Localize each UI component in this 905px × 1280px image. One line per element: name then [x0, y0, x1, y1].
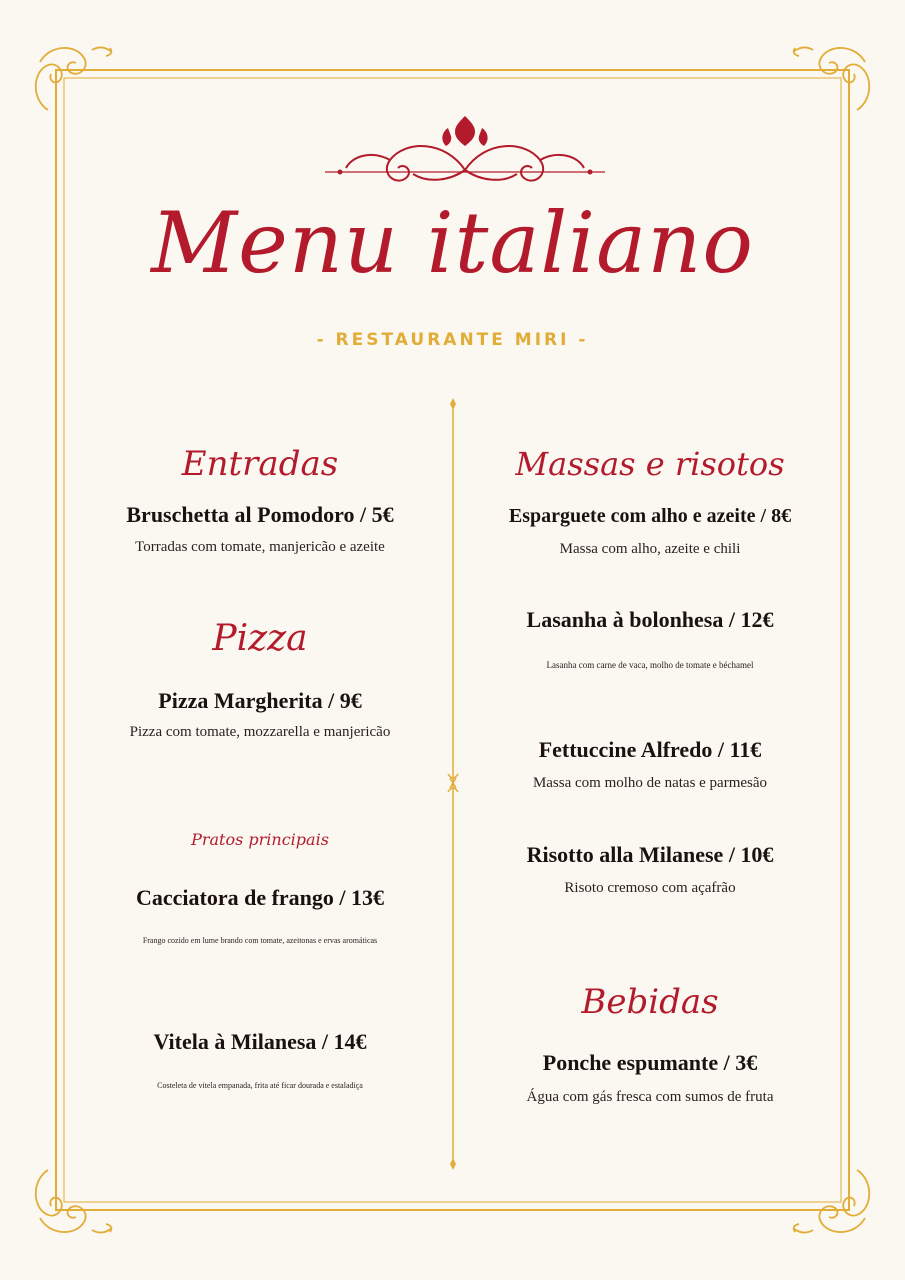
section-heading-pizza: Pizza [212, 618, 308, 659]
dish-ponche: Ponche espumante / 3€ [542, 1050, 758, 1075]
dish-lasanha: Lasanha à bolonhesa / 12€ [526, 607, 774, 632]
dish-vitela: Vitela à Milanesa / 14€ [153, 1029, 367, 1054]
dish-esparguete: Esparguete com alho e azeite / 8€ [508, 505, 792, 527]
dish-ponche-description: Água com gás fresca com sumos de fruta [526, 1089, 774, 1105]
dish-bruschetta-description: Torradas com tomate, manjericão e azeite [135, 539, 385, 555]
dish-pizza-margherita-description: Pizza com tomate, mozzarella e manjericão [129, 724, 391, 740]
dish-risotto-description: Risoto cremoso com açafrão [564, 880, 736, 896]
restaurant-name: - RESTAURANTE MIRI - [316, 330, 589, 350]
dish-cacciatora: Cacciatora de frango / 13€ [135, 885, 385, 910]
section-heading-pratos-principais: Pratos principais [191, 830, 329, 849]
crown-flourish-icon [320, 108, 610, 190]
dish-esparguete-description: Massa com alho, azeite e chili [559, 541, 741, 557]
page-title: Menu italiano [151, 194, 754, 292]
dish-vitela-description: Costeleta de vitela empanada, frita até ficar dourada e estaladiça [157, 1081, 363, 1090]
dish-bruschetta: Bruschetta al Pomodoro / 5€ [126, 502, 394, 527]
section-heading-bebidas: Bebidas [581, 982, 719, 1022]
dish-risotto: Risotto alla Milanese / 10€ [526, 842, 774, 867]
dish-pizza-margherita: Pizza Margherita / 9€ [158, 688, 362, 713]
section-heading-massas: Massas e risotos [515, 445, 785, 483]
dish-lasanha-description: Lasanha com carne de vaca, molho de tomate e béchamel [546, 660, 754, 670]
dish-fettuccine: Fettuccine Alfredo / 11€ [538, 737, 762, 762]
dish-cacciatora-description: Frango cozido em lume brando com tomate, azeitonas e ervas aromáticas [142, 936, 378, 945]
section-heading-entradas: Entradas [181, 444, 339, 484]
dish-fettuccine-description: Massa com molho de natas e parmesão [532, 775, 768, 791]
